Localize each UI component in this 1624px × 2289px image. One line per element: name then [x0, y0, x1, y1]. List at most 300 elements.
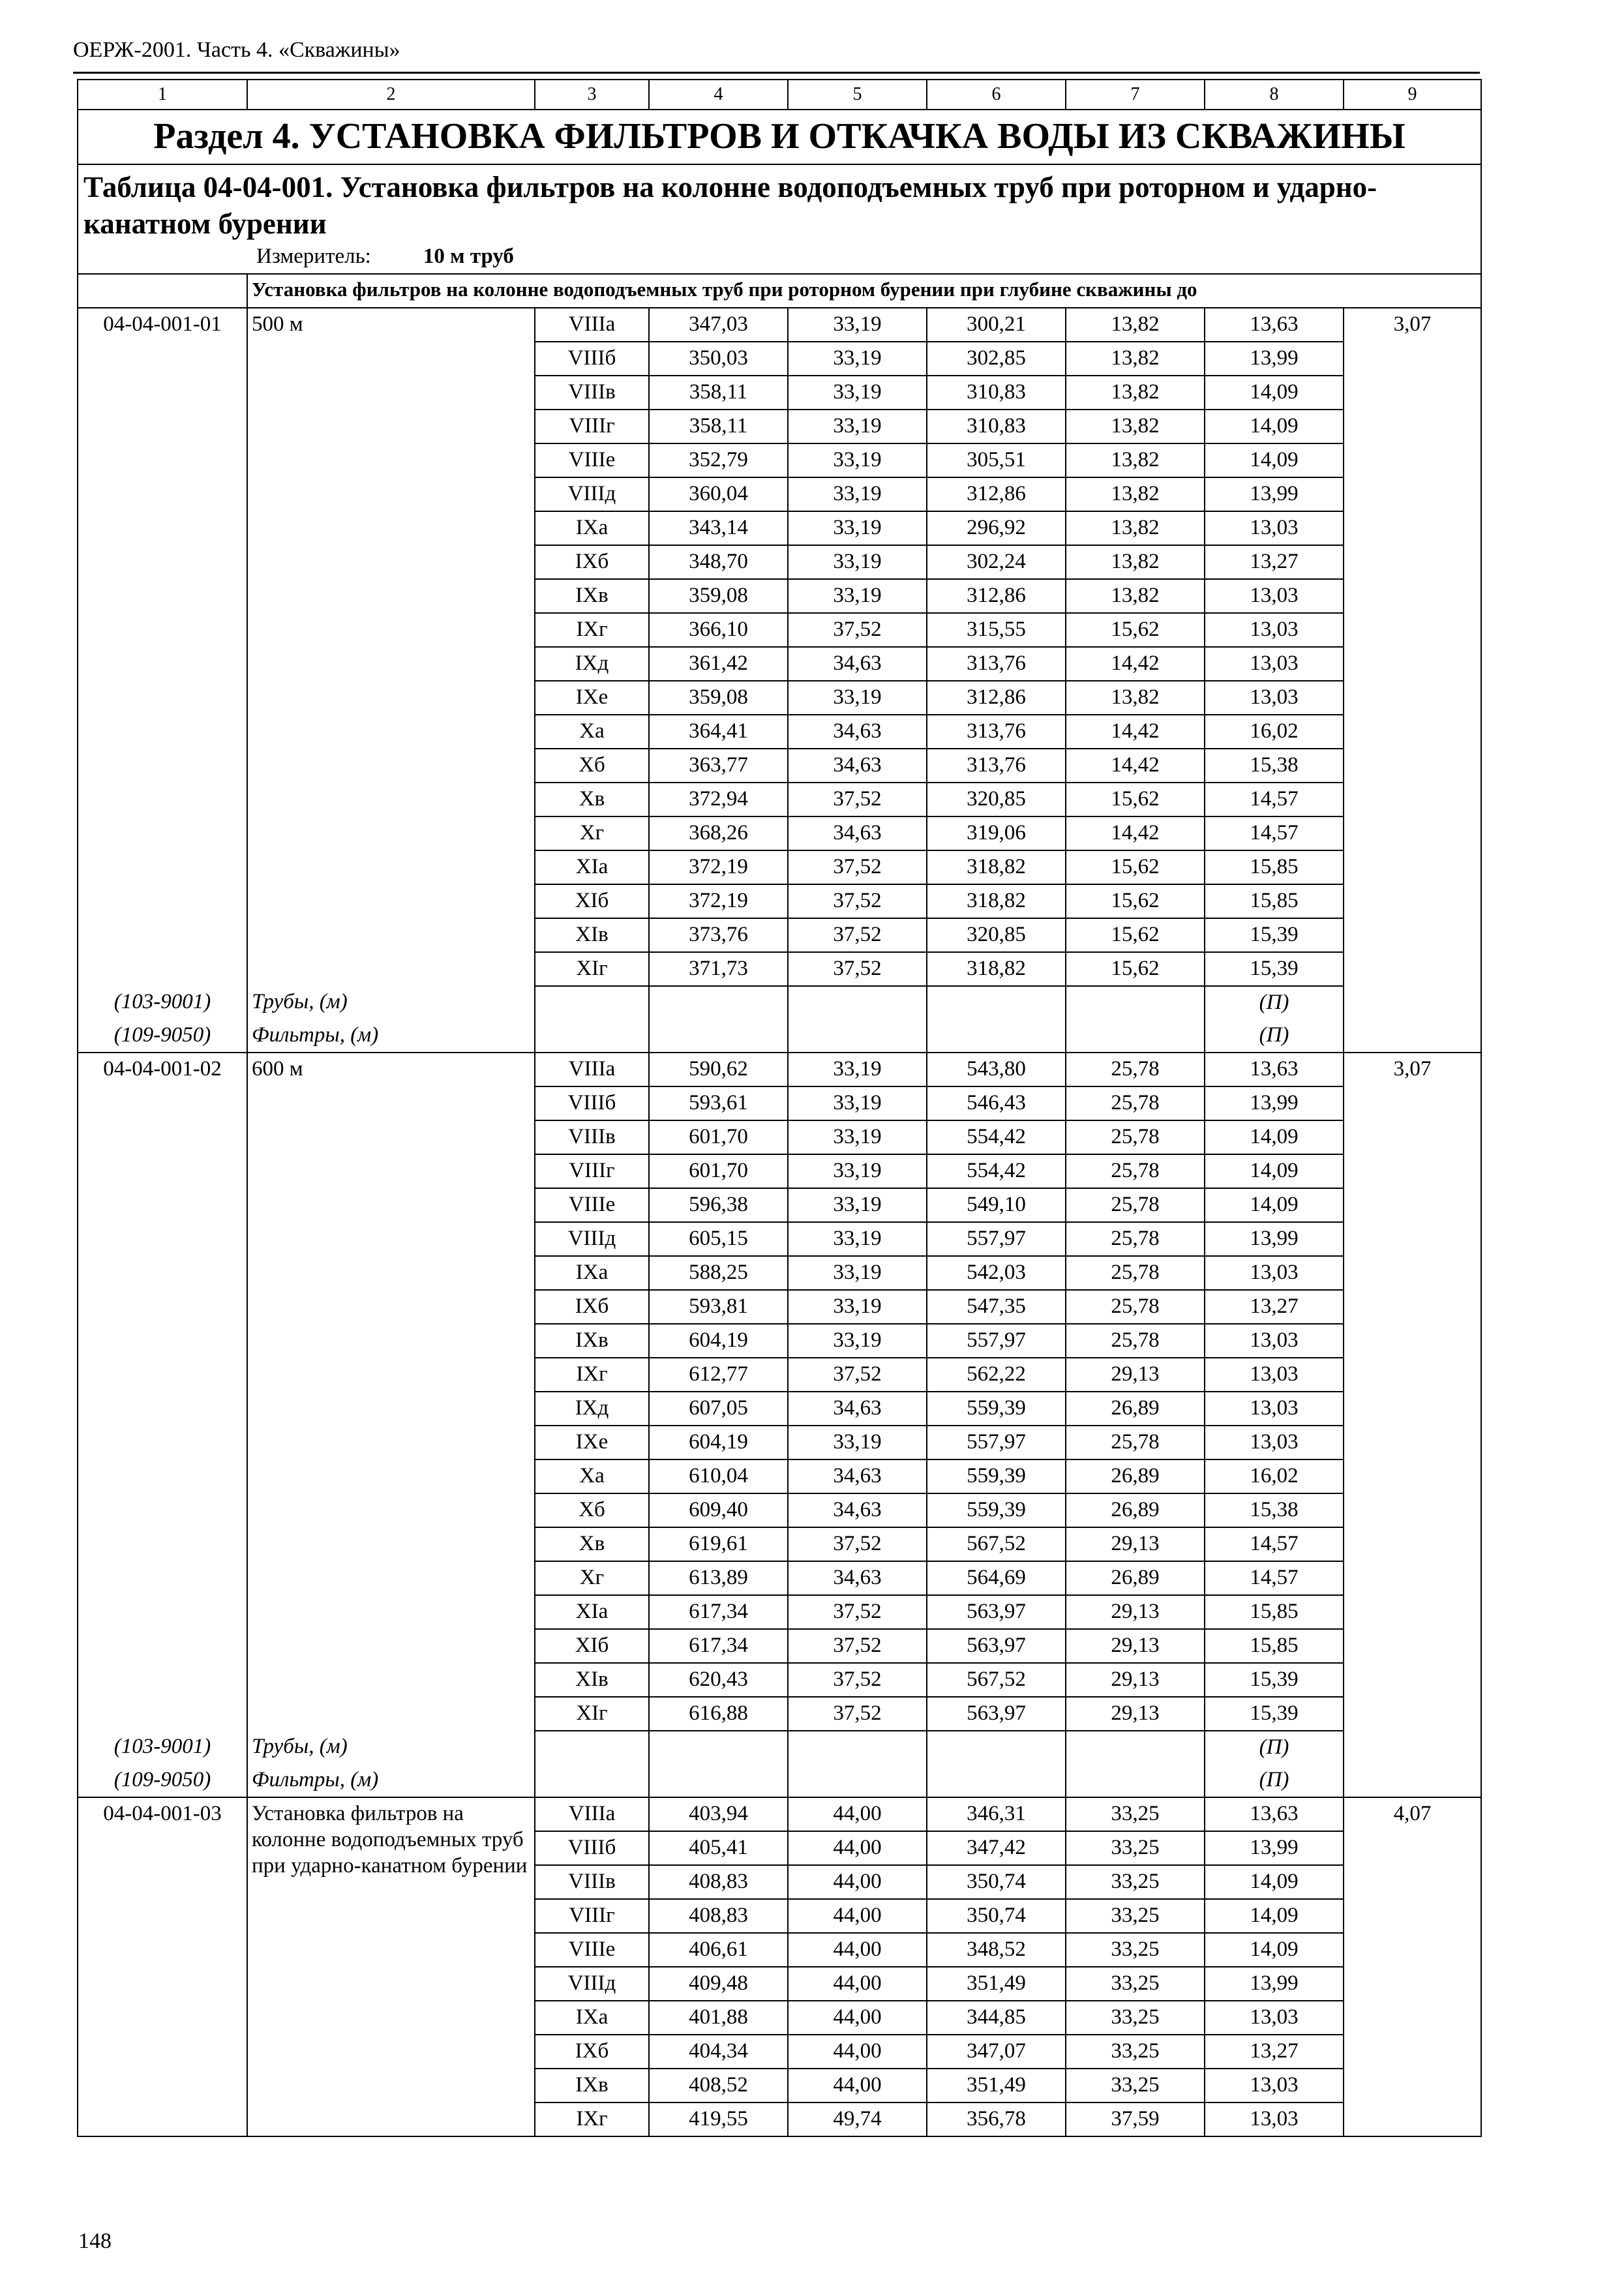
category-cell: XIa [535, 850, 649, 884]
table-cell [1344, 1831, 1481, 1865]
table-cell [1344, 511, 1481, 545]
table-cell [247, 1933, 535, 1967]
table-row [78, 681, 1481, 715]
table-cell [788, 986, 927, 1019]
value-cell: 616,88 [649, 1697, 788, 1731]
table-cell [78, 1120, 247, 1154]
material-value: (П) [1205, 986, 1344, 1019]
table-cell [1344, 884, 1481, 918]
table-cell [247, 2069, 535, 2102]
machine-value: 3,07 [1344, 308, 1481, 342]
value-cell: 543,80 [927, 1053, 1066, 1086]
table-cell [788, 1764, 927, 1797]
column-number: 7 [1066, 80, 1205, 110]
table-cell [1344, 749, 1481, 783]
material-value: (П) [1205, 1019, 1344, 1053]
table-cell [1344, 783, 1481, 816]
material-name: Трубы, (м) [247, 1731, 535, 1764]
table-cell [1344, 1188, 1481, 1222]
value-cell: 13,27 [1205, 2035, 1344, 2069]
value-cell: 366,10 [649, 613, 788, 647]
material-code: (109-9050) [78, 1764, 247, 1797]
value-cell: 554,42 [927, 1154, 1066, 1188]
category-cell: VIIIе [535, 1933, 649, 1967]
table-cell [78, 681, 247, 715]
value-cell: 26,89 [1066, 1392, 1205, 1426]
value-cell: 37,52 [788, 783, 927, 816]
value-cell: 15,62 [1066, 613, 1205, 647]
value-cell: 13,99 [1205, 1967, 1344, 2001]
value-cell: 37,52 [788, 1697, 927, 1731]
value-cell: 408,83 [649, 1899, 788, 1933]
category-cell: XIб [535, 1629, 649, 1663]
table-cell [247, 1154, 535, 1188]
table-cell [247, 2001, 535, 2035]
table-row [78, 783, 1481, 816]
value-cell: 33,19 [788, 1324, 927, 1358]
table-cell [1344, 952, 1481, 986]
value-cell: 13,82 [1066, 477, 1205, 511]
value-cell: 563,97 [927, 1697, 1066, 1731]
value-cell: 546,43 [927, 1086, 1066, 1120]
rate-code: 04-04-001-01 [78, 308, 247, 342]
value-cell: 14,42 [1066, 749, 1205, 783]
table-cell [78, 1899, 247, 1933]
value-cell: 14,42 [1066, 647, 1205, 681]
table-cell [78, 511, 247, 545]
value-cell: 29,13 [1066, 1697, 1205, 1731]
rate-name: Установка фильтров на колонне водоподъемных труб при ударно-канатном бурении [247, 1797, 535, 1933]
value-cell: 613,89 [649, 1561, 788, 1595]
value-cell: 13,03 [1205, 2102, 1344, 2136]
table-cell [78, 342, 247, 376]
value-cell: 619,61 [649, 1527, 788, 1561]
table-cell [78, 1697, 247, 1731]
material-row [78, 1764, 1481, 1797]
table-cell [1344, 2001, 1481, 2035]
value-cell: 604,19 [649, 1426, 788, 1459]
value-cell: 15,85 [1205, 1595, 1344, 1629]
value-cell: 37,52 [788, 1527, 927, 1561]
value-cell: 34,63 [788, 816, 927, 850]
value-cell: 612,77 [649, 1358, 788, 1392]
table-cell [247, 1527, 535, 1561]
value-cell: 313,76 [927, 647, 1066, 681]
value-cell: 14,09 [1205, 443, 1344, 477]
table-row [78, 1358, 1481, 1392]
table-cell [1066, 986, 1205, 1019]
value-cell: 401,88 [649, 2001, 788, 2035]
table-cell [247, 783, 535, 816]
value-cell: 29,13 [1066, 1358, 1205, 1392]
table-cell [247, 1086, 535, 1120]
value-cell: 13,03 [1205, 511, 1344, 545]
value-cell: 14,57 [1205, 816, 1344, 850]
value-cell: 49,74 [788, 2102, 927, 2136]
table-cell [927, 1019, 1066, 1053]
table-cell [1344, 816, 1481, 850]
column-number: 5 [788, 80, 927, 110]
table-cell [247, 477, 535, 511]
table-cell [1344, 850, 1481, 884]
table-cell [1066, 1764, 1205, 1797]
value-cell: 13,82 [1066, 410, 1205, 443]
table-cell [247, 1290, 535, 1324]
table-cell [247, 410, 535, 443]
value-cell: 310,83 [927, 410, 1066, 443]
rate-name: 600 м [247, 1053, 535, 1086]
value-cell: 14,57 [1205, 1561, 1344, 1595]
table-cell [247, 1663, 535, 1697]
value-cell: 34,63 [788, 647, 927, 681]
value-cell: 15,38 [1205, 749, 1344, 783]
value-cell: 44,00 [788, 2069, 927, 2102]
table-cell [78, 579, 247, 613]
value-cell: 33,25 [1066, 2069, 1205, 2102]
value-cell: 405,41 [649, 1831, 788, 1865]
value-cell: 554,42 [927, 1120, 1066, 1154]
material-name: Трубы, (м) [247, 986, 535, 1019]
table-cell [78, 1967, 247, 2001]
value-cell: 350,74 [927, 1865, 1066, 1899]
table-cell [1344, 1865, 1481, 1899]
table-row [78, 952, 1481, 986]
value-cell: 542,03 [927, 1256, 1066, 1290]
table-cell [78, 1831, 247, 1865]
table-cell [78, 2001, 247, 2035]
measure-unit-value: 10 м труб [423, 245, 514, 268]
value-cell: 44,00 [788, 1899, 927, 1933]
rate-name: 500 м [247, 308, 535, 342]
category-cell: VIIIв [535, 376, 649, 410]
value-cell: 29,13 [1066, 1663, 1205, 1697]
table-cell [247, 1426, 535, 1459]
value-cell: 25,78 [1066, 1324, 1205, 1358]
value-cell: 33,25 [1066, 1865, 1205, 1899]
category-cell: Xб [535, 749, 649, 783]
value-cell: 29,13 [1066, 1595, 1205, 1629]
table-row [78, 410, 1481, 443]
table-cell [78, 1154, 247, 1188]
rate-code: 04-04-001-03 [78, 1797, 247, 1831]
table-cell [247, 749, 535, 783]
table-title-cell [78, 164, 1481, 274]
table-row [78, 1595, 1481, 1629]
value-cell: 33,25 [1066, 2035, 1205, 2069]
value-cell: 34,63 [788, 1392, 927, 1426]
value-cell: 33,25 [1066, 1933, 1205, 1967]
table-cell [1344, 1561, 1481, 1595]
material-value: (П) [1205, 1731, 1344, 1764]
value-cell: 13,63 [1205, 1053, 1344, 1086]
table-cell [1066, 1019, 1205, 1053]
value-cell: 557,97 [927, 1324, 1066, 1358]
material-name: Фильтры, (м) [247, 1764, 535, 1797]
value-cell: 25,78 [1066, 1053, 1205, 1086]
table-cell [78, 376, 247, 410]
table-cell [247, 1120, 535, 1154]
table-cell [927, 1731, 1066, 1764]
category-cell: VIIIе [535, 443, 649, 477]
value-cell: 14,57 [1205, 783, 1344, 816]
table-cell [78, 850, 247, 884]
table-cell [247, 1256, 535, 1290]
table-cell [78, 1358, 247, 1392]
table-row [78, 1797, 1481, 1831]
measure-unit-label: Измеритель: [256, 245, 371, 268]
category-cell: IXе [535, 681, 649, 715]
page-number: 148 [78, 2229, 112, 2253]
value-cell: 358,11 [649, 410, 788, 443]
value-cell: 33,19 [788, 1053, 927, 1086]
value-cell: 15,85 [1205, 1629, 1344, 1663]
category-cell: VIIIе [535, 1188, 649, 1222]
table-title-row [78, 164, 1481, 274]
value-cell: 13,82 [1066, 681, 1205, 715]
table-cell [1344, 477, 1481, 511]
table-cell [1344, 647, 1481, 681]
table-cell [78, 783, 247, 816]
value-cell: 13,03 [1205, 1426, 1344, 1459]
value-cell: 33,25 [1066, 1899, 1205, 1933]
table-cell [247, 342, 535, 376]
table-cell [927, 1764, 1066, 1797]
category-cell: VIIIд [535, 477, 649, 511]
table-cell [535, 986, 649, 1019]
value-cell: 563,97 [927, 1595, 1066, 1629]
rate-code: 04-04-001-02 [78, 1053, 247, 1086]
table-row [78, 715, 1481, 749]
value-cell: 364,41 [649, 715, 788, 749]
value-cell: 15,62 [1066, 952, 1205, 986]
value-cell: 33,19 [788, 579, 927, 613]
value-cell: 33,19 [788, 1188, 927, 1222]
table-cell [1344, 342, 1481, 376]
table-cell [247, 884, 535, 918]
table-row [78, 918, 1481, 952]
table-cell [1344, 545, 1481, 579]
table-cell [78, 1256, 247, 1290]
table-cell [247, 2035, 535, 2069]
table-row [78, 1459, 1481, 1493]
table-cell [1344, 579, 1481, 613]
value-cell: 302,24 [927, 545, 1066, 579]
value-cell: 562,22 [927, 1358, 1066, 1392]
table-cell [78, 1865, 247, 1899]
table-row [78, 545, 1481, 579]
value-cell: 563,97 [927, 1629, 1066, 1663]
category-cell: IXa [535, 2001, 649, 2035]
category-cell: VIIIг [535, 1154, 649, 1188]
table-cell [247, 1222, 535, 1256]
material-code: (109-9050) [78, 1019, 247, 1053]
value-cell: 559,39 [927, 1459, 1066, 1493]
category-cell: VIIIг [535, 1899, 649, 1933]
table-cell [1344, 376, 1481, 410]
value-cell: 15,39 [1205, 952, 1344, 986]
value-cell: 33,19 [788, 1120, 927, 1154]
value-cell: 408,52 [649, 2069, 788, 2102]
table-cell [247, 443, 535, 477]
table-row [78, 308, 1481, 342]
value-cell: 13,82 [1066, 342, 1205, 376]
value-cell: 358,11 [649, 376, 788, 410]
value-cell: 356,78 [927, 2102, 1066, 2136]
table-cell [1344, 613, 1481, 647]
value-cell: 33,19 [788, 443, 927, 477]
table-cell [1344, 1358, 1481, 1392]
value-cell: 617,34 [649, 1595, 788, 1629]
table-cell [535, 1019, 649, 1053]
value-cell: 14,09 [1205, 376, 1344, 410]
value-cell: 318,82 [927, 952, 1066, 986]
value-cell: 34,63 [788, 1561, 927, 1595]
value-cell: 13,03 [1205, 681, 1344, 715]
table-cell [247, 1358, 535, 1392]
value-cell: 373,76 [649, 918, 788, 952]
table-cell [1344, 1764, 1481, 1797]
table-cell [247, 1324, 535, 1358]
table-cell [1344, 443, 1481, 477]
value-cell: 347,42 [927, 1831, 1066, 1865]
value-cell: 348,52 [927, 1933, 1066, 1967]
table-cell [788, 1731, 927, 1764]
table-row [78, 1256, 1481, 1290]
table-cell [788, 1019, 927, 1053]
table-cell [1344, 410, 1481, 443]
value-cell: 25,78 [1066, 1086, 1205, 1120]
table-row [78, 2035, 1481, 2069]
column-number: 8 [1205, 80, 1344, 110]
value-cell: 34,63 [788, 1459, 927, 1493]
category-cell: IXе [535, 1426, 649, 1459]
table-cell [78, 443, 247, 477]
machine-value: 3,07 [1344, 1053, 1481, 1086]
table-row [78, 1392, 1481, 1426]
category-cell: XIв [535, 918, 649, 952]
value-cell: 44,00 [788, 1865, 927, 1899]
table-cell [78, 816, 247, 850]
value-cell: 590,62 [649, 1053, 788, 1086]
value-cell: 13,99 [1205, 477, 1344, 511]
category-cell: Xa [535, 1459, 649, 1493]
table-cell [78, 2035, 247, 2069]
value-cell: 25,78 [1066, 1120, 1205, 1154]
table-cell [1344, 2069, 1481, 2102]
value-cell: 25,78 [1066, 1426, 1205, 1459]
table-cell [1344, 1086, 1481, 1120]
value-cell: 13,03 [1205, 613, 1344, 647]
value-cell: 15,39 [1205, 918, 1344, 952]
table-cell [1344, 715, 1481, 749]
value-cell: 409,48 [649, 1967, 788, 2001]
category-cell: IXб [535, 2035, 649, 2069]
value-cell: 557,97 [927, 1222, 1066, 1256]
value-cell: 610,04 [649, 1459, 788, 1493]
value-cell: 347,07 [927, 2035, 1066, 2069]
value-cell: 25,78 [1066, 1290, 1205, 1324]
table-cell [1344, 1019, 1481, 1053]
table-cell [78, 477, 247, 511]
table-cell [78, 1188, 247, 1222]
value-cell: 33,19 [788, 376, 927, 410]
value-cell: 406,61 [649, 1933, 788, 1967]
value-cell: 13,63 [1205, 1797, 1344, 1831]
value-cell: 37,52 [788, 918, 927, 952]
material-value: (П) [1205, 1764, 1344, 1797]
table-row [78, 1222, 1481, 1256]
table-cell [78, 952, 247, 986]
category-cell: VIIIa [535, 1053, 649, 1086]
table-row [78, 1663, 1481, 1697]
column-number: 4 [649, 80, 788, 110]
value-cell: 25,78 [1066, 1222, 1205, 1256]
table-cell [247, 1697, 535, 1731]
value-cell: 33,19 [788, 681, 927, 715]
value-cell: 33,19 [788, 1222, 927, 1256]
value-cell: 16,02 [1205, 715, 1344, 749]
table-cell [1344, 1290, 1481, 1324]
value-cell: 318,82 [927, 884, 1066, 918]
category-cell: IXв [535, 1324, 649, 1358]
table-cell [1344, 986, 1481, 1019]
value-cell: 617,34 [649, 1629, 788, 1663]
category-cell: VIIIд [535, 1222, 649, 1256]
header-rule [73, 72, 1480, 74]
column-number: 2 [247, 80, 535, 110]
value-cell: 372,19 [649, 850, 788, 884]
table-row [78, 1933, 1481, 1967]
table-cell [78, 1629, 247, 1663]
table-cell [78, 410, 247, 443]
value-cell: 320,85 [927, 918, 1066, 952]
value-cell: 593,61 [649, 1086, 788, 1120]
table-row [78, 850, 1481, 884]
table-cell [1344, 2035, 1481, 2069]
value-cell: 313,76 [927, 715, 1066, 749]
value-cell: 33,19 [788, 511, 927, 545]
table-cell [78, 1493, 247, 1527]
table-cell [1344, 1154, 1481, 1188]
table-row [78, 342, 1481, 376]
value-cell: 351,49 [927, 2069, 1066, 2102]
value-cell: 13,03 [1205, 1256, 1344, 1290]
table-cell [649, 1019, 788, 1053]
value-cell: 34,63 [788, 715, 927, 749]
table-cell [78, 715, 247, 749]
value-cell: 350,74 [927, 1899, 1066, 1933]
value-cell: 359,08 [649, 579, 788, 613]
table-row [78, 1426, 1481, 1459]
table-cell [1344, 1663, 1481, 1697]
value-cell: 33,19 [788, 1290, 927, 1324]
table-cell [78, 1086, 247, 1120]
table-cell [78, 918, 247, 952]
value-cell: 33,19 [788, 1154, 927, 1188]
value-cell: 34,63 [788, 1493, 927, 1527]
category-cell: IXг [535, 2102, 649, 2136]
category-cell: Xв [535, 1527, 649, 1561]
subheader-row [78, 274, 1481, 308]
table-cell [247, 2102, 535, 2136]
value-cell: 348,70 [649, 545, 788, 579]
value-cell: 33,25 [1066, 2001, 1205, 2035]
value-cell: 33,19 [788, 1256, 927, 1290]
category-cell: VIIIд [535, 1967, 649, 2001]
value-cell: 312,86 [927, 579, 1066, 613]
table-cell [78, 1426, 247, 1459]
running-header: ОЕРЖ-2001. Часть 4. «Скважины» [73, 38, 400, 62]
